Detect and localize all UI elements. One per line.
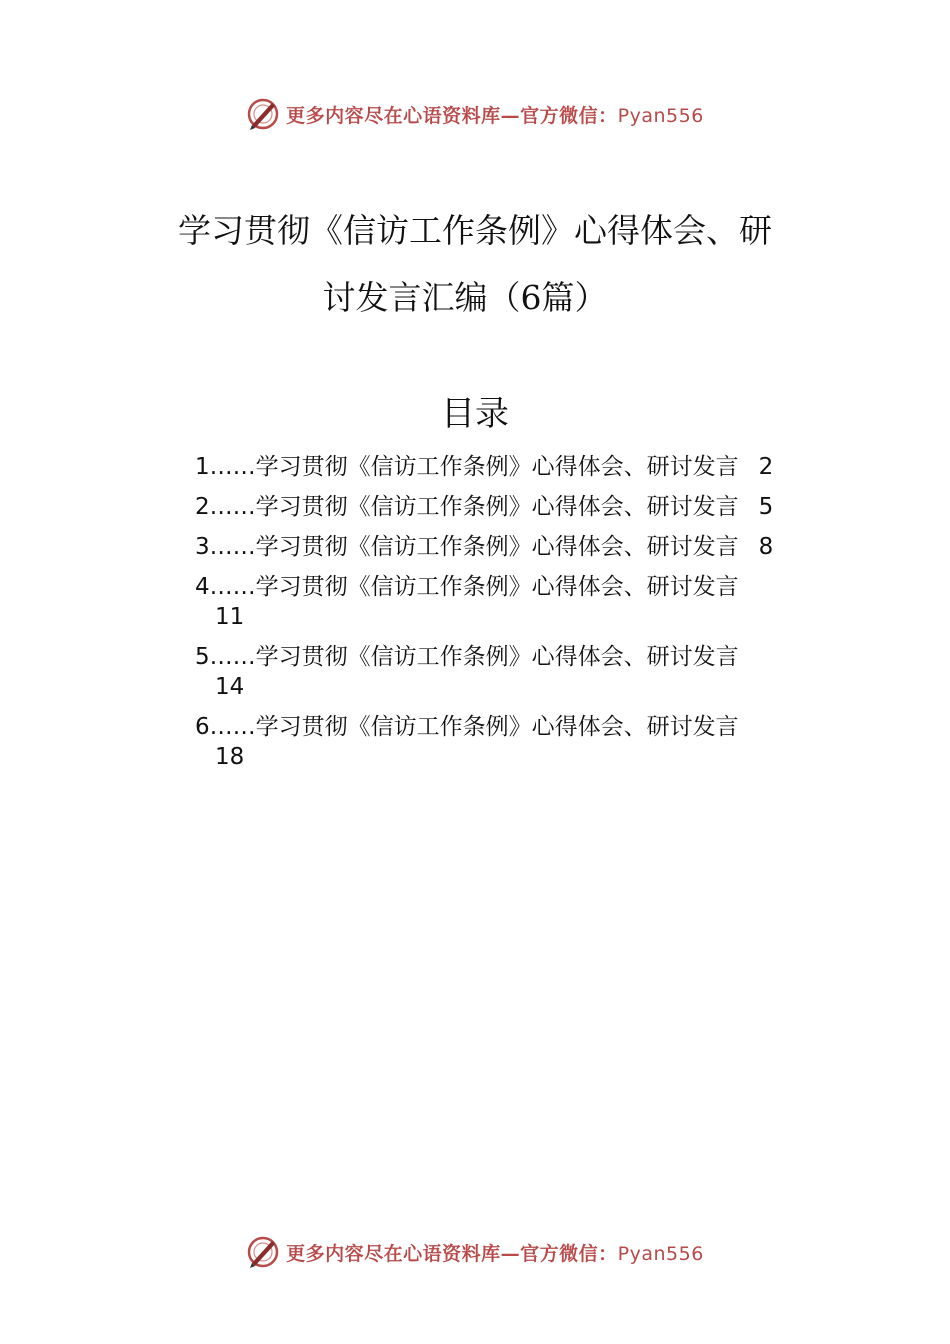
pen-seal-icon	[246, 97, 280, 131]
toc-entry-label: 6……学习贯彻《信访工作条例》心得体会、研讨发言	[195, 714, 739, 740]
toc-entry-label: 3……学习贯彻《信访工作条例》心得体会、研讨发言	[195, 534, 739, 560]
toc-entry-page: 14	[215, 674, 245, 700]
toc-entry-4[interactable]	[195, 572, 855, 642]
pen-seal-icon	[246, 1235, 280, 1269]
toc-entry-page: 18	[215, 744, 245, 770]
watermark-text: 更多内容尽在心语资料库—官方微信：Pyan556	[286, 1242, 704, 1265]
toc-entry-1[interactable]	[195, 452, 855, 492]
toc-entry-6[interactable]	[195, 712, 855, 782]
document-title-line1: 学习贯彻《信访工作条例》心得体会、研	[178, 211, 772, 250]
watermark-wechat-id: Pyan556	[617, 104, 704, 127]
toc-entry-page: 8	[758, 534, 774, 560]
watermark-text: 更多内容尽在心语资料库—官方微信：Pyan556	[286, 104, 704, 127]
toc-entry-label: 1……学习贯彻《信访工作条例》心得体会、研讨发言	[195, 454, 739, 480]
watermark-wechat-id: Pyan556	[617, 1242, 704, 1265]
document-title-line2: 讨发言汇编（6篇）	[322, 278, 608, 317]
header-watermark	[0, 94, 950, 134]
toc-entry-page: 5	[758, 494, 774, 520]
toc-heading: 目录	[441, 394, 509, 434]
toc-entry-page: 11	[215, 604, 245, 630]
toc-entry-5[interactable]	[195, 642, 855, 712]
toc-entry-page: 2	[758, 454, 774, 480]
toc-entry-2[interactable]	[195, 492, 855, 532]
footer-watermark	[0, 1232, 950, 1272]
toc-entry-label: 2……学习贯彻《信访工作条例》心得体会、研讨发言	[195, 494, 739, 520]
toc-entry-3[interactable]	[195, 532, 855, 572]
toc-entry-label: 5……学习贯彻《信访工作条例》心得体会、研讨发言	[195, 644, 739, 670]
table-of-contents	[195, 452, 855, 782]
toc-entry-label: 4……学习贯彻《信访工作条例》心得体会、研讨发言	[195, 574, 739, 600]
